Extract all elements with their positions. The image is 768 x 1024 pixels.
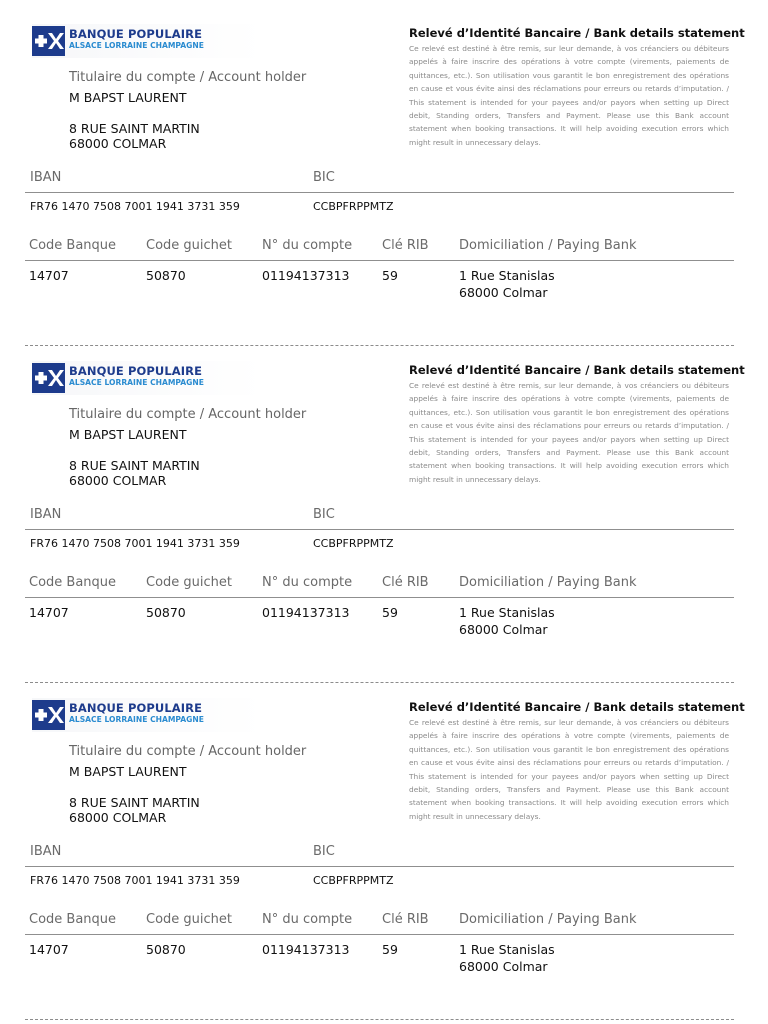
domiciliation-label: Domiciliation / Paying Bank [459,238,637,253]
domiciliation-line1: 1 Rue Stanislas [459,942,555,957]
iban-value: FR76 1470 7508 7001 1941 3731 359 [30,874,240,887]
domiciliation-line1: 1 Rue Stanislas [459,268,555,283]
domiciliation-line2: 68000 Colmar [459,622,548,637]
divider [25,192,734,193]
code-guichet-value: 50870 [146,605,186,620]
rib-statement [0,337,768,674]
code-banque-label: Code Banque [29,912,117,927]
holder-address-line1: 8 RUE SAINT MARTIN [69,795,200,810]
bic-value: CCBPFRPPMTZ [313,537,394,550]
domiciliation-label: Domiciliation / Paying Bank [459,575,637,590]
bic-value: CCBPFRPPMTZ [313,874,394,887]
account-holder-name: M BAPST LAURENT [69,427,187,442]
banque-populaire-logo-icon [32,26,65,56]
code-banque-value: 14707 [29,268,69,283]
code-banque-label: Code Banque [29,238,117,253]
account-holder-label: Titulaire du compte / Account holder [69,407,307,422]
cle-rib-value: 59 [382,942,398,957]
domiciliation-label: Domiciliation / Paying Bank [459,912,637,927]
logo-bank-name: BANQUE POPULAIRE [69,701,203,715]
iban-label: IBAN [30,507,62,522]
rib-statement [0,674,768,1011]
statement-description: Ce relevé est destiné à être remis, sur leur demande, à vos créanciers ou débiteurs appelés à faire inscrire des opérations à votre compte (virements, paiements de quittances, etc.). Son utilisation vous garantit le bon enregistrement des opérations en cause et vous évite ainsi des réclamations pour erreurs ou retards d’imputation. / This statement is intended for your payees and/or payors when setting up Direct debit, Standing orders, Transfers and Payment. Please use this Bank account statement when booking transactions. It will help avoiding execution errors which might result in unnecessary delays. [409,381,729,484]
cle-rib-label: Clé RIB [382,912,429,927]
statement-title: Relevé d’Identité Bancaire / Bank details statement [409,26,745,40]
divider [25,597,734,598]
statement-description: Ce relevé est destiné à être remis, sur leur demande, à vos créanciers ou débiteurs appelés à faire inscrire des opérations à votre compte (virements, paiements de quittances, etc.). Son utilisation vous garantit le bon enregistrement des opérations en cause et vous évite ainsi des réclamations pour erreurs ou retards d’imputation. / This statement is intended for your payees and/or payors when setting up Direct debit, Standing orders, Transfers and Payment. Please use this Bank account statement when booking transactions. It will help avoiding execution errors which might result in unnecessary delays. [409,718,729,821]
logo-region: ALSACE LORRAINE CHAMPAGNE [69,41,204,50]
account-holder-label: Titulaire du compte / Account holder [69,70,307,85]
account-holder-label: Titulaire du compte / Account holder [69,744,307,759]
statement-description: Ce relevé est destiné à être remis, sur leur demande, à vos créanciers ou débiteurs appelés à faire inscrire des opérations à votre compte (virements, paiements de quittances, etc.). Son utilisation vous garantit le bon enregistrement des opérations en cause et vous évite ainsi des réclamations pour erreurs ou retards d’imputation. / This statement is intended for your payees and/or payors when setting up Direct debit, Standing orders, Transfers and Payment. Please use this Bank account statement when booking transactions. It will help avoiding execution errors which might result in unnecessary delays. [409,44,729,147]
code-guichet-value: 50870 [146,268,186,283]
bic-label: BIC [313,507,335,522]
holder-address-line1: 8 RUE SAINT MARTIN [69,121,200,136]
bic-label: BIC [313,844,335,859]
account-number-label: N° du compte [262,575,353,590]
code-guichet-label: Code guichet [146,238,232,253]
account-holder-name: M BAPST LAURENT [69,90,187,105]
cle-rib-value: 59 [382,268,398,283]
code-guichet-label: Code guichet [146,912,232,927]
divider [25,866,734,867]
account-number-value: 01194137313 [262,605,350,620]
bank-logo [32,698,262,732]
logo-bank-name: BANQUE POPULAIRE [69,27,203,41]
logo-region: ALSACE LORRAINE CHAMPAGNE [69,378,204,387]
iban-label: IBAN [30,844,62,859]
iban-value: FR76 1470 7508 7001 1941 3731 359 [30,537,240,550]
code-banque-label: Code Banque [29,575,117,590]
cut-line [25,1019,734,1020]
statement-title: Relevé d’Identité Bancaire / Bank details statement [409,363,745,377]
cle-rib-value: 59 [382,605,398,620]
account-number-value: 01194137313 [262,268,350,283]
cle-rib-label: Clé RIB [382,238,429,253]
banque-populaire-logo-icon [32,700,65,730]
account-number-label: N° du compte [262,912,353,927]
domiciliation-line2: 68000 Colmar [459,959,548,974]
rib-statement [0,0,768,337]
bank-logo [32,361,262,395]
logo-region: ALSACE LORRAINE CHAMPAGNE [69,715,204,724]
bank-logo [32,24,262,58]
code-banque-value: 14707 [29,605,69,620]
holder-address-line1: 8 RUE SAINT MARTIN [69,458,200,473]
iban-label: IBAN [30,170,62,185]
divider [25,529,734,530]
domiciliation-line2: 68000 Colmar [459,285,548,300]
code-guichet-value: 50870 [146,942,186,957]
code-banque-value: 14707 [29,942,69,957]
account-holder-name: M BAPST LAURENT [69,764,187,779]
holder-address-line2: 68000 COLMAR [69,810,167,825]
domiciliation-line1: 1 Rue Stanislas [459,605,555,620]
account-number-value: 01194137313 [262,942,350,957]
divider [25,260,734,261]
bic-value: CCBPFRPPMTZ [313,200,394,213]
iban-value: FR76 1470 7508 7001 1941 3731 359 [30,200,240,213]
holder-address-line2: 68000 COLMAR [69,473,167,488]
code-guichet-label: Code guichet [146,575,232,590]
holder-address-line2: 68000 COLMAR [69,136,167,151]
cle-rib-label: Clé RIB [382,575,429,590]
bic-label: BIC [313,170,335,185]
statement-title: Relevé d’Identité Bancaire / Bank details statement [409,700,745,714]
divider [25,934,734,935]
banque-populaire-logo-icon [32,363,65,393]
logo-bank-name: BANQUE POPULAIRE [69,364,203,378]
account-number-label: N° du compte [262,238,353,253]
